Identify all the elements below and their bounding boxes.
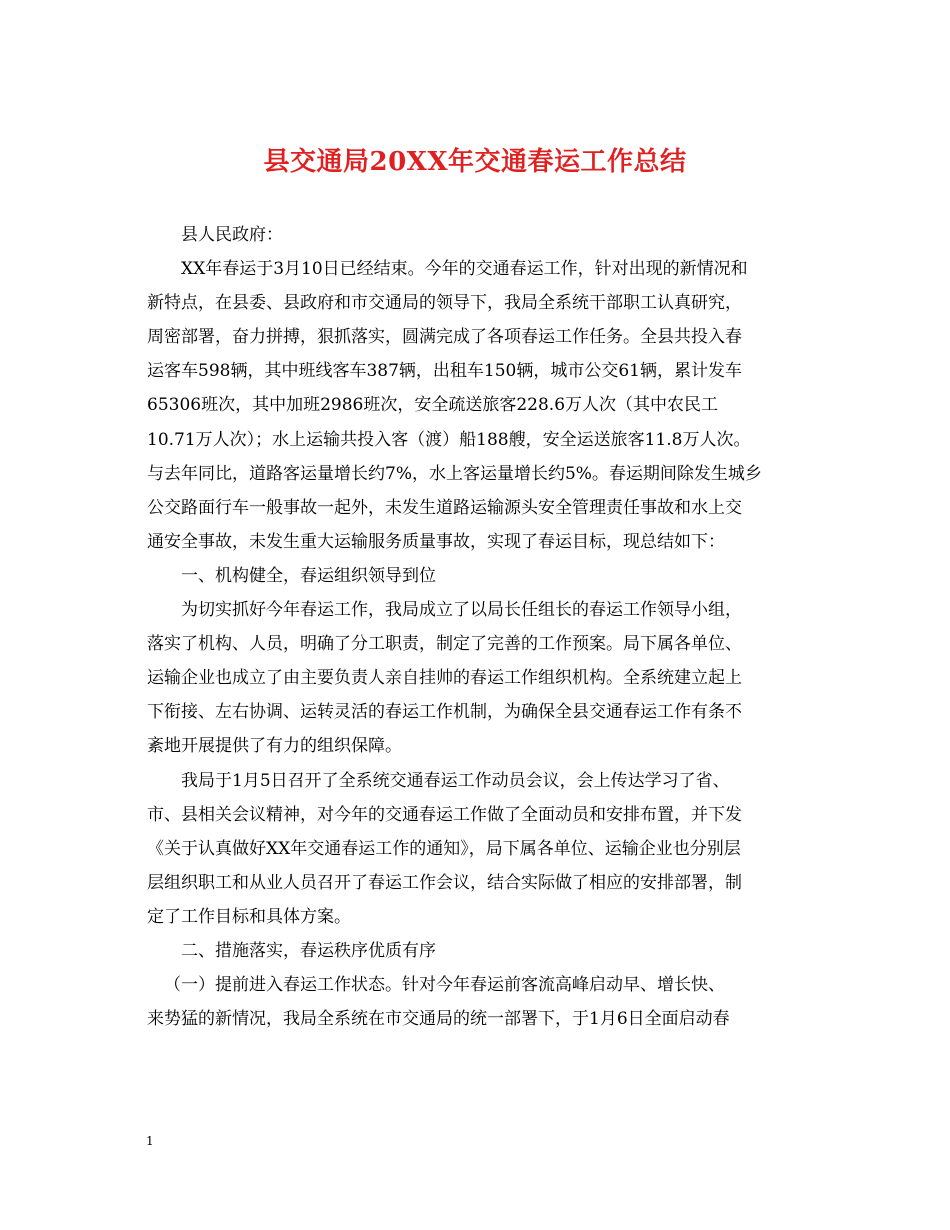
body-line: 周密部署，奋力拼搏，狠抓落实，圆满完成了各项春运工作任务。全县共投入春 [147, 327, 742, 348]
section-heading: 一、机构健全，春运组织领导到位 [181, 565, 436, 586]
body-line: 运输企业也成立了由主要负责人亲自挂帅的春运工作组织机构。全系统建立起上 [147, 668, 742, 689]
body-line: 10.71万人次）；水上运输共投入客（渡）船188艘，安全运送旅客11.8万人次。 [147, 429, 751, 450]
body-line: 为切实抓好今年春运工作，我局成立了以局长任组长的春运工作领导小组， [181, 600, 742, 621]
body-line: 市、县相关会议精神，对今年的交通春运工作做了全面动员和安排布置，并下发 [147, 804, 742, 825]
body-line: 公交路面行车一般事故一起外，未发生道路运输源头安全管理责任事故和水上交 [147, 497, 742, 518]
body-line: 与去年同比，道路客运量增长约7%，水上客运量增长约5%。春运期间除发生城乡 [147, 463, 762, 484]
body-line: 紊地开展提供了有力的组织保障。 [147, 736, 402, 757]
body-line: 65306班次，其中加班2986班次，安全疏送旅客228.6万人次（其中农民工 [147, 395, 719, 416]
body-line: 《关于认真做好XX年交通春运工作的通知》，局下属各单位、运输企业也分别层 [147, 838, 741, 859]
document-body [147, 218, 807, 1036]
body-line: 运客车598辆，其中班线客车387辆，出租车150辆，城市公交61辆，累计发车 [147, 361, 742, 382]
salutation: 县人民政府： [181, 225, 283, 245]
subsection-line: （一）提前进入春运工作状态。针对今年春运前客流高峰启动早、增长快、 [164, 975, 725, 996]
document-title: 县交通局20XX年交通春运工作总结 [263, 147, 687, 177]
body-line: 通安全事故，未发生重大运输服务质量事故，实现了春运目标，现总结如下： [147, 531, 725, 552]
body-line: 我局于1月5日召开了全系统交通春运工作动员会议，会上传达学习了省、 [181, 770, 730, 791]
page-number: 1 [146, 1134, 154, 1148]
body-line: 下衔接、左右协调、运转灵活的春运工作机制，为确保全县交通春运工作有条不 [147, 702, 742, 723]
body-line: 新特点，在县委、县政府和市交通局的领导下，我局全系统干部职工认真研究， [147, 293, 742, 314]
body-line: 落实了机构、人员，明确了分工职责，制定了完善的工作预案。局下属各单位、 [147, 634, 742, 655]
body-line: 来势猛的新情况，我局全系统在市交通局的统一部署下，于1月6日全面启动春 [147, 1009, 730, 1030]
body-line: 定了工作目标和具体方案。 [147, 906, 351, 927]
body-line: XX年春运于3月10日已经结束。今年的交通春运工作，针对出现的新情况和 [181, 259, 748, 280]
body-line: 层组织职工和从业人员召开了春运工作会议，结合实际做了相应的安排部署，制 [147, 872, 742, 893]
section-heading: 二、措施落实，春运秩序优质有序 [181, 940, 436, 961]
